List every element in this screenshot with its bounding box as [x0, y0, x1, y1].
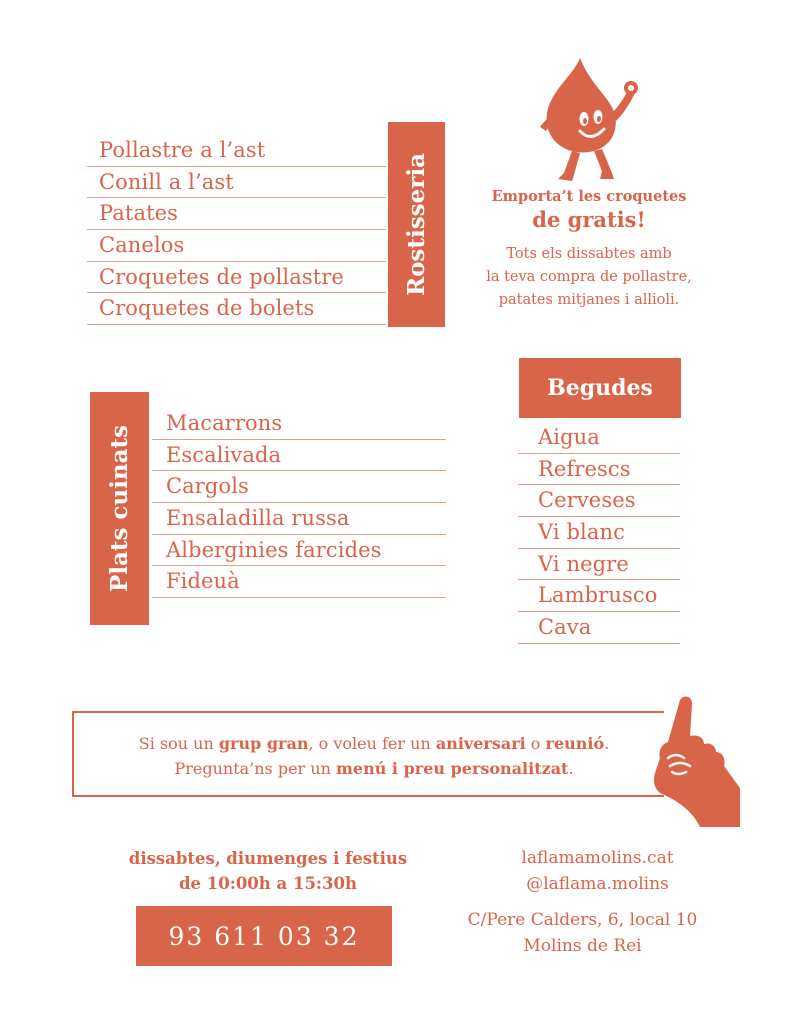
menu-item: Conill a l’ast — [87, 167, 386, 199]
promo-text-line: la teva compra de pollastre, — [486, 269, 692, 285]
pointing-hand-icon — [640, 692, 750, 827]
promo-text-line: Tots els dissabtes amb — [506, 246, 672, 262]
menu-item: Refrescs — [518, 454, 680, 486]
begudes-title: Begudes — [547, 375, 653, 401]
address-line: C/Pere Calders, 6, local 10 — [467, 910, 698, 930]
text-emphasis: grup gran — [218, 734, 309, 753]
menu-item: Escalivada — [152, 440, 446, 472]
menu-item: Vi blanc — [518, 517, 680, 549]
rostisseria-heading — [388, 122, 445, 327]
text: o — [525, 734, 546, 753]
menu-item: Aigua — [518, 422, 680, 454]
menu-item: Croquetes de bolets — [87, 293, 386, 325]
group-info-line — [74, 759, 674, 778]
address-line: Molins de Rei — [523, 936, 642, 956]
plats-cuinats-title: Plats cuinats — [106, 424, 133, 593]
menu-item: Patates — [87, 198, 386, 230]
phone-number[interactable] — [136, 906, 392, 966]
menu-item: Cargols — [152, 471, 446, 503]
plats-cuinats-heading — [90, 392, 149, 625]
instagram-handle[interactable]: @laflama.molins — [526, 874, 669, 894]
menu-item: Fideuà — [152, 566, 446, 598]
promo-highlight: de gratis! — [532, 207, 646, 232]
menu-item: Lambrusco — [518, 580, 680, 612]
text: Si sou un — [138, 734, 219, 753]
rostisseria-list — [87, 135, 386, 325]
begudes-heading — [519, 358, 681, 418]
text: . — [568, 759, 574, 778]
menu-item: Cerveses — [518, 485, 680, 517]
flame-mascot-icon — [528, 55, 648, 195]
text: , o voleu fer un — [308, 734, 436, 753]
promo-text-line: patates mitjanes i allioli. — [498, 292, 680, 308]
opening-days: dissabtes, diumenges i festius — [128, 849, 408, 868]
text: Pregunta’ns per un — [174, 759, 336, 778]
menu-item: Canelos — [87, 230, 386, 262]
phone-number-text: 93 611 03 32 — [168, 921, 360, 951]
menu-item: Cava — [518, 612, 680, 644]
menu-item: Ensaladilla russa — [152, 503, 446, 535]
promo-headline: Emporta’t les croquetes — [491, 188, 687, 205]
text-emphasis: reunió — [545, 734, 605, 753]
group-info-line — [74, 734, 674, 753]
menu-item: Pollastre a l’ast — [87, 135, 386, 167]
menu-item: Vi negre — [518, 549, 680, 581]
plats-cuinats-list — [152, 408, 446, 598]
text-emphasis: menú i preu personalitzat — [335, 759, 569, 778]
opening-hours: de 10:00h a 15:30h — [179, 874, 357, 893]
text-emphasis: aniversari — [435, 734, 526, 753]
rostisseria-title: Rostisseria — [403, 152, 430, 297]
website-link[interactable]: laflamamolins.cat — [521, 848, 674, 868]
text: . — [604, 734, 610, 753]
group-info-box — [72, 711, 664, 797]
menu-item: Macarrons — [152, 408, 446, 440]
menu-item: Alberginies farcides — [152, 535, 446, 567]
menu-item: Croquetes de pollastre — [87, 262, 386, 294]
begudes-list — [518, 422, 680, 644]
